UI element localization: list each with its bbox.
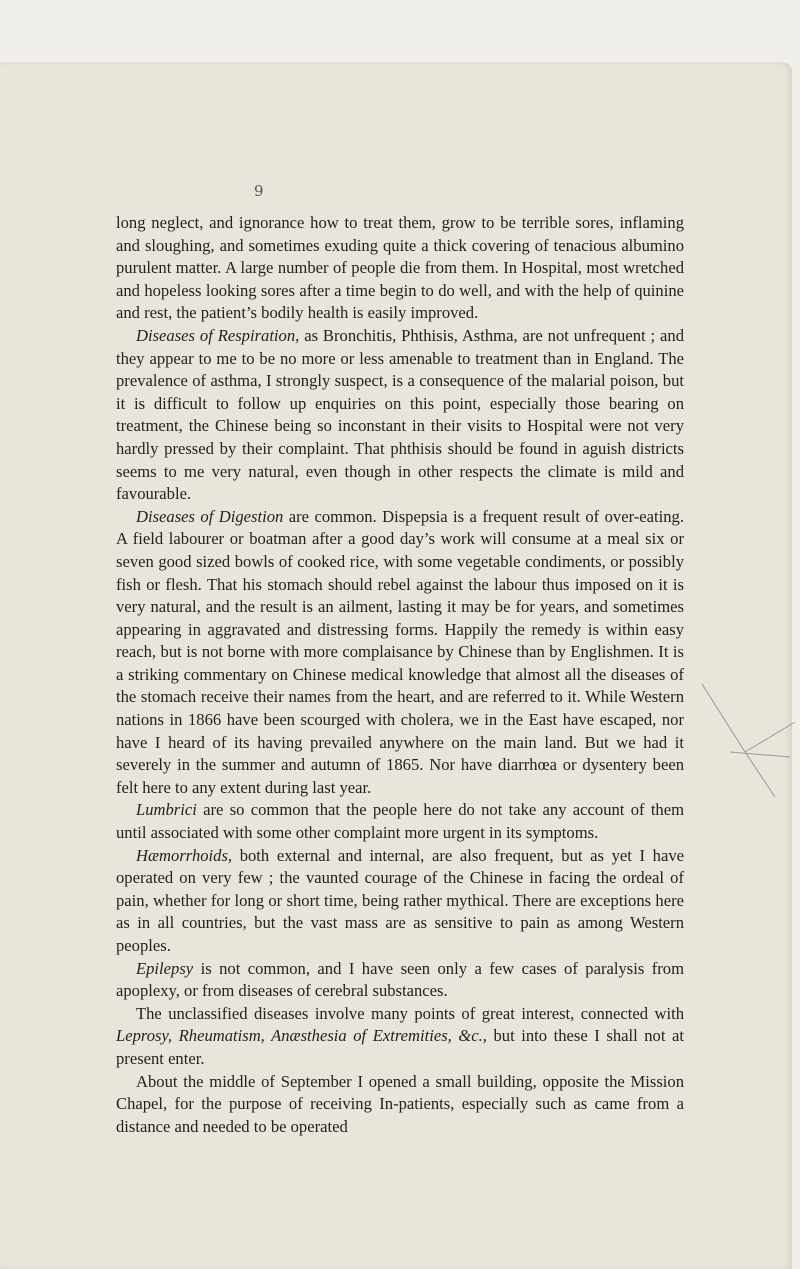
paragraph-p6 <box>116 958 684 1003</box>
page-number: 9 <box>254 182 265 200</box>
italic-term: Epilepsy <box>136 958 194 978</box>
text-run: The unclassified diseases involve many points of great interest, connected with <box>136 1003 684 1023</box>
margin-pencil-mark <box>700 682 800 802</box>
paragraph-p5 <box>116 845 684 958</box>
italic-term: Hæmorrhoids, <box>136 845 233 865</box>
text-run: are common. Dispepsia is a frequent result of over-eating. A field labourer or boatman after a good day’s work will consume at a meal six or seven good sized bowls of cooked rice, with some vegetable condiments, or possibly fish or flesh. That his stomach should rebel against the labour thus imposed on it is very natural, and the result is an ailment, lasting it may be for years, and sometimes appearing in aggravated and distressing forms. Happily the remedy is within easy reach, but is not borne with more complaisance by Chinese than by Englishmen. It is a striking commentary on Chinese medical knowledge that almost all the diseases of the stomach receive their names from the heart, and are referred to it. While Western nations in 1866 have been scourged with cholera, we in the East have escaped, nor have I heard of its having prevailed anywhere on the main land. But we had it severely in the summer and autumn of 1865. Nor have diarrhœa or dysentery been felt here to any extent during last year. <box>116 506 685 797</box>
paragraph-p7 <box>116 1003 684 1071</box>
text-run: both external and internal, are also frequent, but as yet I have operated on very few ; the vaunted courage of the Chinese in facing the ordeal of pain, whether for long or short time, being rather mythical. There are exceptions here as in all countries, but the vast mass are as sensitive to pain as among Western peoples. <box>116 845 684 955</box>
body-text <box>116 212 684 1138</box>
paragraph-p3 <box>116 506 684 800</box>
paragraph-p1 <box>116 212 684 325</box>
italic-term: Diseases of Respiration, <box>136 325 300 345</box>
italic-term: Diseases of Digestion <box>136 506 284 526</box>
paragraph-p4 <box>116 799 684 844</box>
text-run: About the middle of September I opened a small building, opposite the Mission Chapel, for the purpose of receiving In-patients, especially such as came from a distance and needed to be operated <box>116 1071 684 1136</box>
text-run: but into these I shall not at present enter. <box>116 1026 684 1068</box>
paragraph-p8 <box>116 1071 684 1139</box>
italic-term: Leprosy, Rheumatism, Anæsthesia of Extremities, &c., <box>116 1026 487 1046</box>
text-run: long neglect, and ignorance how to treat them, grow to be terrible sores, inflaming and sloughing, and sometimes exuding quite a thick covering of tenacious albumino purulent matter. A large number of people die from them. In Hospital, most wretched and hopeless looking sores after a time begin to do well, and with the help of quinine and rest, the patient’s bodily health is easily improved. <box>116 213 684 323</box>
book-page <box>0 62 792 1269</box>
italic-term: Lumbrici <box>136 800 197 820</box>
text-run: are so common that the people here do not take any account of them until associated with some other complaint more urgent in its symptoms. <box>116 800 684 843</box>
text-run: as Bronchitis, Phthisis, Asthma, are not unfrequent ; and they appear to me to be no more or less amenable to treatment than in England. The prevalence of asthma, I strongly suspect, is a consequence of the malarial poison, but it is difficult to follow up enquiries on this point, especially those bearing on treatment, the Chinese being so inconstant in their visits to Hospital were not very hardly pressed by their complaint. That phthisis should be found in aguish districts seems to me very natural, even though in other respects the climate is mild and favourable. <box>116 325 685 504</box>
text-run: is not common, and I have seen only a few cases of paralysis from apoplexy, or from diseases of cerebral substances. <box>116 958 684 1001</box>
paragraph-p2 <box>116 325 684 506</box>
